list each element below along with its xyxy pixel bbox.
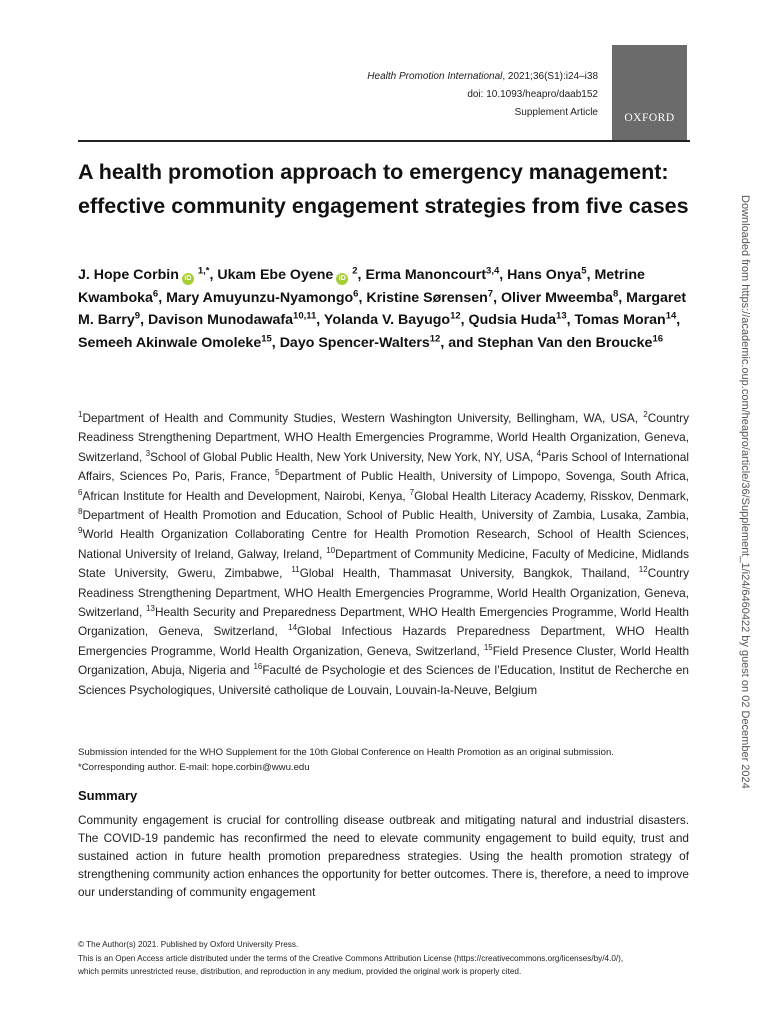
author-affiliation-ref: 15 bbox=[261, 333, 272, 345]
author-affiliation-ref: 10,11 bbox=[293, 310, 317, 322]
author-list: J. Hope Corbin iD $^{1,*}$, Ukam Ebe Oyene iD $^2$, Erma Manoncourt$^{3,4}$, Hans Onya$^5$, Metrine Kwamboka$^6$, Mary Amuyunzu-Nyamongo$^6$, Kristine Sørensen$^7$, Oliver Mweemba$^8$, Margaret M. Barry$^9$, Davison Munodawafa$^{10,11}$, Yolanda V. Bayugo$^{12}$, Qudsia Huda$^{13}$, Tomas Moran$^{14}$, Semeeh Akinwale Omoleke$^{15}$, Dayo Spencer-Walters$^{12}$, and Stephan Van den Broucke$^{16}$ bbox=[78, 265, 687, 351]
author-affiliation-ref: 5 bbox=[581, 265, 587, 277]
submission-note: Submission intended for the WHO Supplement for the 10th Global Conference on Health Promotion as an original submission. bbox=[78, 747, 614, 758]
journal-name: Health Promotion International bbox=[367, 71, 503, 82]
affiliation-number: 4 bbox=[536, 448, 542, 458]
download-note: Downloaded from https://academic.oup.com/heapro/article/36/Supplement_1/i24/6460422 by guest on 02 December 2024 bbox=[739, 195, 751, 789]
author-affiliation-ref: 9 bbox=[134, 310, 141, 322]
doi[interactable]: doi: 10.1093/heapro/daab152 bbox=[467, 89, 598, 100]
affiliation-text: Country Readiness Strengthening Department, WHO Health Emergencies Programme, World Health Organization, Geneva, Switzerland, bbox=[78, 411, 690, 464]
affiliation-text: Global Infectious Hazards Preparedness Department, WHO Health Emergencies Programme, World Health Organization, Geneva, Switzerland, bbox=[78, 624, 690, 658]
affiliation-number: 12 bbox=[638, 565, 648, 575]
affiliation-number: 16 bbox=[253, 662, 263, 672]
author-affiliation-ref: 2 bbox=[352, 265, 358, 277]
affiliation-number: 8 bbox=[78, 507, 83, 517]
affiliation-text: Department of Community Medicine, Faculty of Medicine, Midlands State University, Gweru, Zimbabwe, bbox=[78, 546, 689, 581]
affiliation-number: 7 bbox=[409, 487, 415, 497]
article-title: A health promotion approach to emergency management: effective community engagement strategies from five cases bbox=[78, 160, 689, 218]
affiliation-number: 2 bbox=[643, 410, 648, 420]
author-and: and bbox=[448, 334, 478, 351]
affiliation-text: Global Health Literacy Academy, Risskov, Denmark, bbox=[414, 488, 690, 503]
affiliation-text: World Health Organization Collaborating Centre for Health Promotion Research, School of Health Sciences, National University of Ireland, Galway, Ireland, bbox=[78, 527, 689, 561]
author-name[interactable]: Davison Munodawafa bbox=[147, 312, 294, 329]
author-name[interactable]: Stephan Van den Broucke bbox=[477, 334, 653, 351]
author-affiliation-ref: 12 bbox=[429, 333, 441, 345]
author-affiliation-ref: 12 bbox=[450, 310, 461, 322]
orcid-icon[interactable]: iD bbox=[182, 273, 194, 285]
author-name[interactable]: Qudsia Huda bbox=[468, 312, 557, 329]
affiliation-number: 14 bbox=[288, 623, 298, 633]
affiliation-text: Health Security and Preparedness Department, WHO Health Emergencies Programme, World Health Organization, Geneva, Switzerland, bbox=[78, 605, 689, 639]
affiliation-number: 6 bbox=[78, 487, 83, 497]
author-affiliation-ref: 14 bbox=[665, 310, 677, 322]
author-name[interactable]: J. Hope Corbin bbox=[78, 267, 179, 283]
license-line-2: which permits unrestricted reuse, distribution, and reproduction in any medium, provided the original work is properly cited. bbox=[78, 967, 522, 976]
affiliation-text: Paris School of International Affairs, Sciences Po, Paris, France, bbox=[78, 449, 689, 484]
author-name[interactable]: Margaret M. Barry bbox=[78, 289, 687, 329]
affiliation-text: Field Presence Cluster, World Health Organization, Abuja, Nigeria and bbox=[78, 643, 690, 678]
orcid-icon[interactable]: iD bbox=[336, 273, 348, 285]
corresponding-author: *Corresponding author. E-mail: hope.corbin@wwu.edu bbox=[78, 762, 310, 773]
journal-info bbox=[268, 68, 598, 122]
author-affiliation-ref: 16 bbox=[652, 333, 664, 345]
affiliation-text: School of Global Public Health, New York University, New York, NY, USA, bbox=[150, 449, 534, 464]
author-name[interactable]: Erma Manoncourt bbox=[365, 267, 487, 283]
author-affiliation-ref: 3,4 bbox=[486, 265, 500, 277]
footer bbox=[78, 938, 698, 979]
author-affiliation-ref: 13 bbox=[556, 310, 567, 322]
copyright: © The Author(s) 2021. Published by Oxford University Press. bbox=[78, 940, 299, 949]
affiliation-number: 1 bbox=[78, 410, 83, 420]
affiliation-number: 11 bbox=[291, 565, 300, 575]
author-name[interactable]: Ukam Ebe Oyene bbox=[217, 267, 334, 283]
publisher-logo bbox=[612, 45, 687, 142]
affiliation-number: 5 bbox=[275, 468, 280, 478]
affiliation-text: Department of Health and Community Studies, Western Washington University, Bellingham, WA, USA, bbox=[82, 411, 639, 425]
summary-heading: Summary bbox=[78, 788, 138, 803]
summary-text: Community engagement is crucial for controlling disease outbreak and mitigating natural and industrial disasters. The COVID-19 pandemic has reconfirmed the need to elevate community engagement to build equity, trust and sustained action in future health promotion preparedness strategies. Using the health promotion strategy of strengthening community action enhances the opportunity for better outcomes. There is, therefore, a need to improve our understanding of community engagement bbox=[78, 813, 689, 900]
author-name[interactable]: Metrine Kwamboka bbox=[78, 267, 645, 306]
license-line-1: This is an Open Access article distributed under the terms of the Creative Commons Attribution License (https://creativecommons.org/licenses/by/4.0/), bbox=[78, 953, 624, 963]
author-name[interactable]: Yolanda V. Bayugo bbox=[323, 312, 451, 329]
affiliation-number: 9 bbox=[78, 526, 83, 536]
author-name[interactable]: Tomas Moran bbox=[574, 312, 666, 329]
author-affiliation-ref: 7 bbox=[487, 287, 494, 299]
affiliation-text: Faculté de Psychologie et des Sciences de l’Education, Institut de Recherche en Sciences Psychologiques, Université catholique de Louvain, Louvain-la-Neuve, Belgium bbox=[78, 663, 689, 697]
author-name[interactable]: Semeeh Akinwale Omoleke bbox=[78, 334, 262, 351]
author-affiliation-ref: 1,* bbox=[197, 265, 210, 277]
affiliation-number: 13 bbox=[146, 604, 155, 614]
author-name[interactable]: Mary Amuyunzu-Nyamongo bbox=[166, 289, 354, 306]
affiliation-number: 3 bbox=[145, 448, 151, 458]
author-affiliation-ref: 6 bbox=[152, 287, 159, 299]
author-affiliation-ref: 8 bbox=[612, 287, 619, 299]
publisher-logo-text: OXFORD bbox=[624, 112, 675, 124]
author-name[interactable]: Hans Onya bbox=[507, 267, 582, 283]
author-affiliation-ref: 6 bbox=[353, 287, 359, 299]
affiliation-text: Country Readiness Strengthening Department, WHO Health Emergencies Programme, World Health Organization, Geneva, Switzerland, bbox=[78, 566, 690, 620]
notes bbox=[78, 745, 698, 775]
author-name[interactable]: Dayo Spencer-Walters bbox=[279, 334, 430, 351]
affiliations bbox=[78, 409, 689, 700]
affiliation-text: Department of Health Promotion and Education, School of Public Health, University of Zambia, Lusaka, Zambia, bbox=[82, 508, 689, 523]
affiliation-text: Department of Public Health, University of Limpopo, Sovenga, South Africa, bbox=[279, 469, 689, 484]
header-rule bbox=[78, 140, 690, 142]
affiliation-text: Global Health, Thammasat University, Bangkok, Thailand, bbox=[299, 566, 630, 581]
affiliation-number: 15 bbox=[483, 642, 493, 652]
author-name[interactable]: Oliver Mweemba bbox=[500, 289, 613, 306]
affiliation-text: African Institute for Health and Development, Nairobi, Kenya, bbox=[82, 488, 406, 503]
affiliation-number: 10 bbox=[326, 545, 336, 555]
journal-citation: , 2021;36(S1):i24–i38 bbox=[502, 71, 598, 82]
author-name[interactable]: Kristine Sørensen bbox=[366, 289, 488, 306]
article-type: Supplement Article bbox=[514, 107, 598, 118]
